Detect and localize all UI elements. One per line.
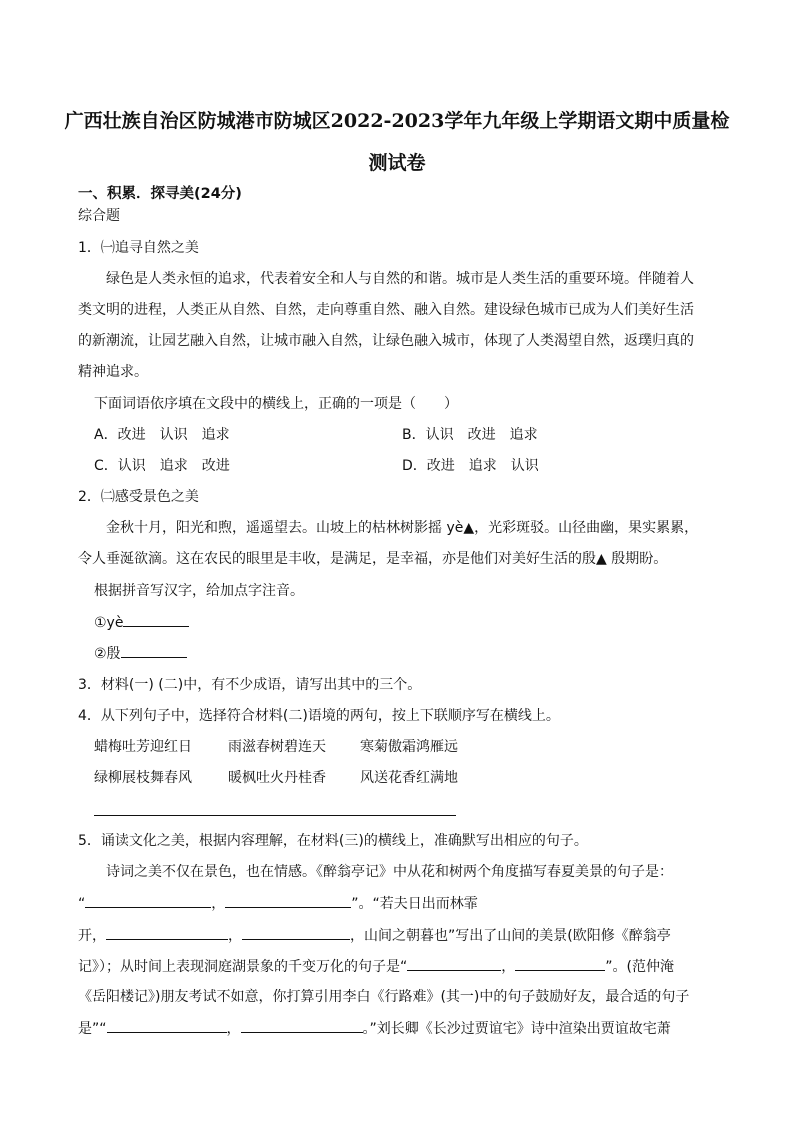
- page-title-line2: 测试卷: [368, 152, 426, 174]
- q5-blank-1[interactable]: [85, 893, 211, 908]
- q2-prompt: 根据拼音写汉字，给加点字注音。: [94, 583, 304, 599]
- q5-line2: [78, 893, 478, 914]
- q5-line5: 《岳阳楼记》)朋友考试不如意，你打算引用李白《行路难》(其一)中的句子鼓励好友，最合适的句子: [78, 989, 690, 1005]
- q1-option-c[interactable]: C．认识 追求 改进: [94, 458, 230, 474]
- q5-l4-end: ”。(范仲淹: [605, 959, 674, 975]
- q4-choice-3: 寒菊傲霜鸿雁远: [360, 739, 458, 755]
- q2-para-line2: 令人垂涎欲滴。这在农民的眼里是丰收，是满足，是幸福，亦是他们对美好生活的殷▲ 殷期盼。: [78, 551, 668, 567]
- q5-line3: [78, 925, 671, 946]
- q5-l6-start: 是”“: [78, 1021, 107, 1037]
- q5-line6: [78, 1018, 671, 1039]
- q1-option-a[interactable]: A．改进 认识 追求: [94, 427, 230, 443]
- q1-option-d[interactable]: D．改进 追求 认识: [402, 458, 539, 474]
- q5-l2-end: ”。“若夫日出而林霏: [351, 896, 478, 912]
- q1-label: 1．㈠追寻自然之美: [78, 240, 199, 256]
- q1-prompt: 下面词语依序填在文段中的横线上，正确的一项是（ ）: [94, 396, 458, 412]
- q2-item2: [94, 643, 187, 664]
- q5-l2-comma: ，: [211, 896, 226, 912]
- q1-para-line4: 精神追求。: [78, 364, 148, 380]
- section-heading: 一、积累．探寻美(24分): [78, 186, 242, 202]
- q2-item1-blank[interactable]: [123, 612, 189, 627]
- q2-item1-label: ①yè: [94, 615, 124, 631]
- q3-text: 3．材料(一) (二)中，有不少成语，请写出其中的三个。: [78, 677, 422, 693]
- q4-choice-5: 暖枫吐火丹桂香: [228, 770, 326, 786]
- q1-para-line3: 的新潮流，让园艺融入自然，让城市融入自然，让绿色融入城市，体现了人类渴望自然，返璞归真的: [78, 333, 694, 349]
- q5-blank-7[interactable]: [107, 1018, 227, 1033]
- q5-l2-open: “: [78, 896, 86, 912]
- q5-line1: 诗词之美不仅在景色，也在情感。《醉翁亭记》中从花和树两个角度描写春夏美景的句子是：: [106, 864, 673, 880]
- q5-blank-6[interactable]: [515, 956, 605, 971]
- q1-para-line2: 类文明的进程，人类正从自然、自然，走向尊重自然、融入自然。建设绿色城市已成为人们美好生活: [78, 302, 694, 318]
- q1-option-b[interactable]: B．认识 改进 追求: [402, 427, 538, 443]
- q4-choice-6: 风送花香红满地: [360, 770, 458, 786]
- q5-l4-start: 记》）；从时间上表现洞庭湖景象的千变万化的句子是“: [78, 959, 408, 975]
- q4-answer-line[interactable]: [94, 815, 456, 816]
- q2-label: 2．㈡感受景色之美: [78, 489, 199, 505]
- q4-choice-4: 绿柳展枝舞春风: [94, 770, 192, 786]
- q1-para-line1: 绿色是人类永恒的追求，代表着安全和人与自然的和谐。城市是人类生活的重要环境。伴随着人: [106, 271, 694, 287]
- q5-text: 5．诵读文化之美，根据内容理解，在材料(三)的横线上，准确默写出相应的句子。: [78, 833, 588, 849]
- q5-blank-4[interactable]: [242, 925, 350, 940]
- question-type: 综合题: [78, 208, 120, 224]
- q2-item1: [94, 612, 189, 633]
- q5-l4-comma: ，: [501, 959, 516, 975]
- q5-l3-start: 开，: [78, 928, 106, 944]
- q5-line4: [78, 956, 674, 977]
- q4-choice-1: 蜡梅吐芳迎红日: [94, 739, 192, 755]
- page-title-line1: 广西壮族自治区防城港市防城区2022-2023学年九年级上学期语文期中质量检: [64, 110, 730, 132]
- q5-l6-comma: ，: [226, 1021, 241, 1037]
- q5-blank-3[interactable]: [106, 925, 228, 940]
- q4-choice-2: 雨滋春树碧连天: [228, 739, 326, 755]
- q5-blank-8[interactable]: [241, 1018, 363, 1033]
- q5-blank-5[interactable]: [407, 956, 501, 971]
- q5-l3-comma: ，: [228, 928, 242, 944]
- q2-para-line1: 金秋十月，阳光和煦，遥遥望去。山坡上的枯林树影摇 yè▲，光彩斑驳。山径曲幽，果实累累，: [106, 520, 699, 536]
- q2-item2-label: ②殷: [94, 646, 121, 662]
- q5-blank-2[interactable]: [225, 893, 351, 908]
- q4-text: 4．从下列句子中，选择符合材料(二)语境的两句，按上下联顺序写在横线上。: [78, 708, 560, 724]
- q2-item2-blank[interactable]: [121, 643, 187, 658]
- q5-l3-end: ，山间之朝暮也”写出了山间的美景(欧阳修《醉翁亭: [350, 928, 671, 944]
- q5-l6-end: 。”刘长卿《长沙过贾谊宅》诗中渲染出贾谊故宅萧: [362, 1021, 671, 1037]
